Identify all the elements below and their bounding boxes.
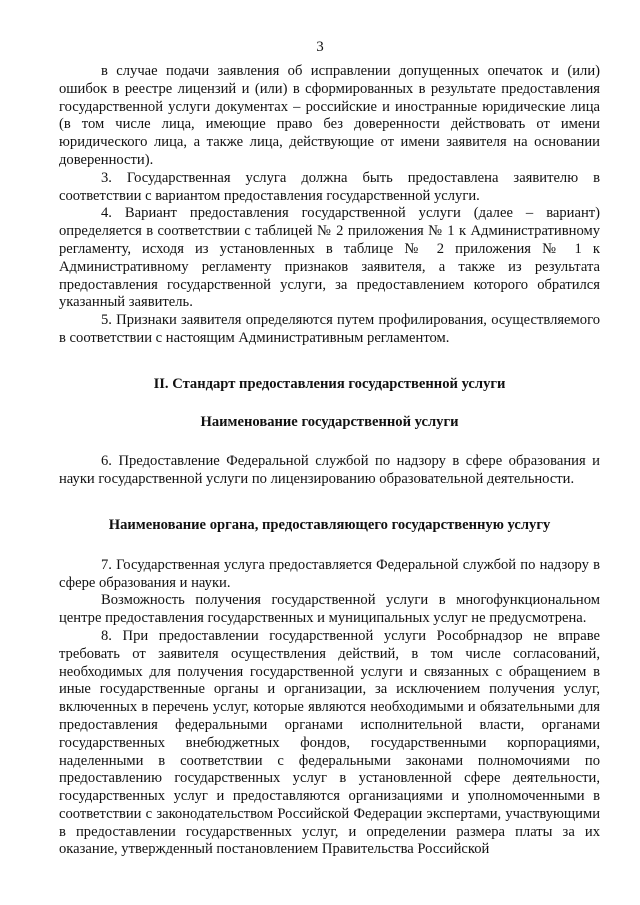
paragraph-4: 4. Вариант предоставления государственной услуги (далее – вариант) определяется в соответствии с таблицей № 2 приложения № 1 к Административному регламенту, исходя из установленных в таблице № 2 приложения № 1 к Административному регламенту признаков заявителя, а также из результата предоставления государственной услуги, за предоставлением которого обратился указанный заявитель. — [59, 205, 600, 311]
paragraph-mfc: Возможность получения государственной услуги в многофункциональном центре предоставления государственных и муниципальных услуг не предусмотрена. — [59, 592, 600, 627]
paragraph-8: 8. При предоставлении государственной услуги Рособрнадзор не вправе требовать от заявителя осуществления действий, в том числе согласований, необходимых для получения государственной услуги и связанных с обращением в иные государственные органы и организации, за исключением получения услуг, включенных в перечень услуг, которые являются необходимыми и обязательными для предоставления федеральными органами исполнительной власти, органами государственных внебюджетных фондов, государственными корпорациями, наделенными в соответствии с федеральными законами полномочиями по предоставлению государственных услуг в установленной сфере деятельности, государственных услуг и предоставляются организациями и уполномоченными в соответствии с законодательством Российской Федерации экспертами, участвующими в предоставлении государственных услуг, и определении размера платы за их оказание, утвержденный постановлением Правительства Российской — [59, 627, 600, 858]
page-number: 3 — [316, 39, 324, 55]
subsection-service-name-title: Наименование государственной услуги — [200, 413, 459, 430]
paragraph-applicants-corrections: в случае подачи заявления об исправлении допущенных опечаток и (или) ошибок в реестре лицензий и (или) в сформированных в результате предоставления государственной услуги документах – российские и иностранные юридические лица (в том числе лица, имеющие право без доверенности действовать от имени юридического лица, а также лица, действующие от имени заявителя на основании доверенности). — [59, 63, 600, 168]
document-body — [59, 63, 600, 859]
paragraph-5: 5. Признаки заявителя определяются путем профилирования, осуществляемого в соответствии с настоящим Административным регламентом. — [59, 312, 600, 346]
section-title: II. Стандарт предоставления государственной услуги — [153, 375, 506, 392]
subsection-authority-title: Наименование органа, предоставляющего государственную услугу — [108, 516, 551, 533]
paragraph-6: 6. Предоставление Федеральной службой по надзору в сфере образования и науки государственной услуги по лицензированию образовательной деятельности. — [59, 453, 600, 488]
paragraph-3: 3. Государственная услуга должна быть предоставлена заявителю в соответствии с вариантом предоставления государственной услуги. — [59, 169, 600, 204]
paragraph-7: 7. Государственная услуга предоставляется Федеральной службой по надзору в сфере образования и науки. — [59, 556, 600, 591]
